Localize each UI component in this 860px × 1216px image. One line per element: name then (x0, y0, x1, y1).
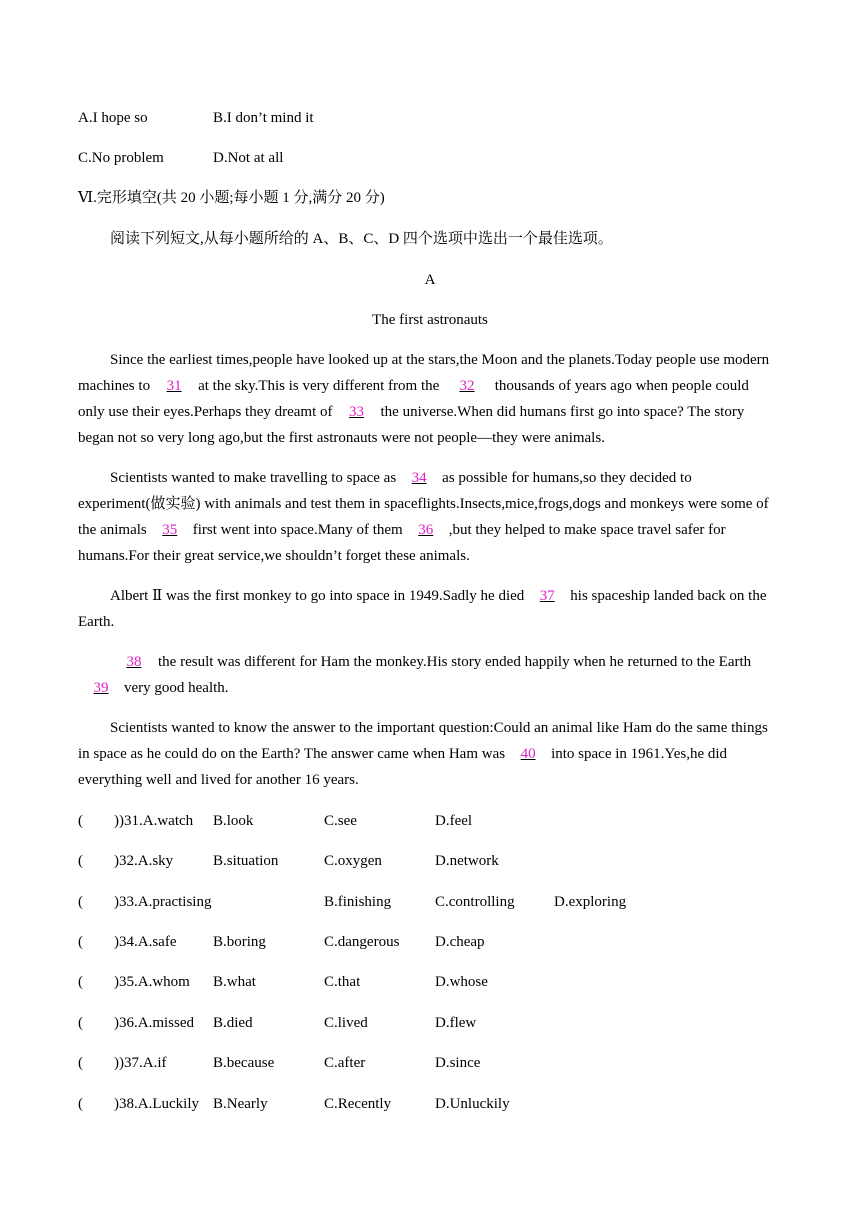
blank-34[interactable]: 34 (411, 470, 427, 486)
paragraph-2 (78, 465, 778, 569)
option-c: C.No problem (78, 150, 164, 166)
answer-paren-open[interactable]: ( (78, 894, 83, 910)
answer-paren-open[interactable]: ( (78, 853, 83, 869)
question-option-d: D.cheap (435, 934, 485, 950)
blank-37[interactable]: 37 (539, 588, 555, 604)
paragraph-text: Scientists wanted to know the answer to the important question:Could an animal like Ham do the same things in space as he could do on the Earth? The answer came when Ham was (78, 720, 768, 762)
paragraph-text: into space in 1961.Yes,he did everything well and lived for another 16 years. (78, 746, 728, 788)
question-option-b: B.look (213, 813, 254, 829)
question-option-b: B.situation (213, 853, 279, 869)
question-stem-a: )35.A.whom (114, 974, 190, 990)
question-option-c: C.dangerous (324, 934, 400, 950)
question-option-d: D.flew (435, 1015, 477, 1031)
question-stem-a: )36.A.missed (114, 1015, 194, 1031)
paragraph-3 (78, 583, 778, 635)
question-option-b: B.died (213, 1015, 253, 1031)
paragraph-text: ,but they helped to make space travel safer for humans.For their great service,we shouldn’t forget these animals. (78, 522, 726, 564)
question-stem-a: ))31.A.watch (114, 813, 194, 829)
question-row (78, 811, 83, 831)
option-a: A.I hope so (78, 110, 148, 126)
option-d: D.Not at all (213, 150, 284, 166)
question-option-c: C.see (324, 813, 357, 829)
question-option-d: D.since (435, 1055, 481, 1071)
question-stem-a: )33.A.practising (114, 894, 212, 910)
paragraph-text: Albert Ⅱ was the first monkey to go into space in 1949.Sadly he died (110, 588, 525, 604)
blank-32[interactable]: 32 (459, 378, 475, 394)
answer-paren-open[interactable]: ( (78, 813, 83, 829)
answer-paren-open[interactable]: ( (78, 1055, 83, 1071)
paragraph-text: thousands of years ago when people could only use their eyes.Perhaps they dreamt of (78, 378, 749, 420)
paragraph-1 (78, 347, 778, 451)
question-stem-a: )38.A.Luckily (114, 1096, 199, 1112)
question-stem-a: )32.A.sky (114, 853, 174, 869)
question-option-d: D.Unluckily (435, 1096, 510, 1112)
paragraph-text: as possible for humans,so they decided to experiment(做实验) with animals and test them in spaceflights.Insects,mice,frogs,dogs and monkeys were some of the animals (78, 470, 769, 538)
question-option-d: D.network (435, 853, 499, 869)
option-b: B.I don’t mind it (213, 110, 314, 126)
question-option-c: C.Recently (324, 1096, 392, 1112)
prev-option-row-2 (78, 148, 284, 168)
answer-paren-open[interactable]: ( (78, 1015, 83, 1031)
paragraph-text: the result was different for Ham the monkey.His story ended happily when he returned to the Earth (158, 654, 752, 670)
answer-paren-open[interactable]: ( (78, 1096, 83, 1112)
blank-39[interactable]: 39 (93, 680, 109, 696)
question-stem-a: ))37.A.if (114, 1055, 167, 1071)
question-option-c: C.controlling (435, 894, 515, 910)
paragraph-text: the universe.When did humans first go into space? The story began not so very long ago,but the first astronauts were not people—they were animals. (78, 404, 745, 446)
blank-38[interactable]: 38 (126, 654, 142, 670)
paragraph-5 (78, 715, 778, 793)
question-stem-a: )34.A.safe (114, 934, 177, 950)
section-title: Ⅵ.完形填空(共 20 小题;每小题 1 分,满分 20 分) (78, 190, 385, 206)
answer-paren-open[interactable]: ( (78, 974, 83, 990)
question-option-c: C.that (324, 974, 361, 990)
prev-option-row-1 (78, 108, 314, 128)
question-option-c: C.after (324, 1055, 366, 1071)
paragraph-text: first went into space.Many of them (192, 522, 403, 538)
question-option-b: B.boring (213, 934, 266, 950)
paragraph-text: Since the earliest times,people have looked up at the stars,the Moon and the planets.Today people use modern machines to (78, 352, 770, 394)
question-option-c: C.lived (324, 1015, 368, 1031)
question-option-b: B.Nearly (213, 1096, 268, 1112)
question-option-d: D.feel (435, 813, 473, 829)
question-option-d: D.exploring (554, 894, 627, 910)
answer-paren-open[interactable]: ( (78, 934, 83, 950)
passage-label: A (424, 272, 436, 288)
passage-title: The first astronauts (372, 312, 488, 328)
paragraph-text: his spaceship landed back on the Earth. (78, 588, 767, 630)
question-option-c: C.oxygen (324, 853, 382, 869)
blank-31[interactable]: 31 (166, 378, 182, 394)
section-instruction: 阅读下列短文,从每小题所给的 A、B、C、D 四个选项中选出一个最佳选项。 (110, 231, 613, 247)
question-option-d: D.whose (435, 974, 488, 990)
question-option-b: B.finishing (324, 894, 392, 910)
paragraph-text: very good health. (124, 680, 229, 696)
blank-35[interactable]: 35 (162, 522, 178, 538)
paragraph-text: Scientists wanted to make travelling to space as (110, 470, 397, 486)
paragraph-text: at the sky.This is very different from the (198, 378, 444, 394)
question-option-b: B.because (213, 1055, 275, 1071)
blank-36[interactable]: 36 (418, 522, 434, 538)
question-option-b: B.what (213, 974, 256, 990)
paragraph-4 (78, 649, 778, 701)
blank-40[interactable]: 40 (520, 746, 536, 762)
blank-33[interactable]: 33 (349, 404, 365, 420)
